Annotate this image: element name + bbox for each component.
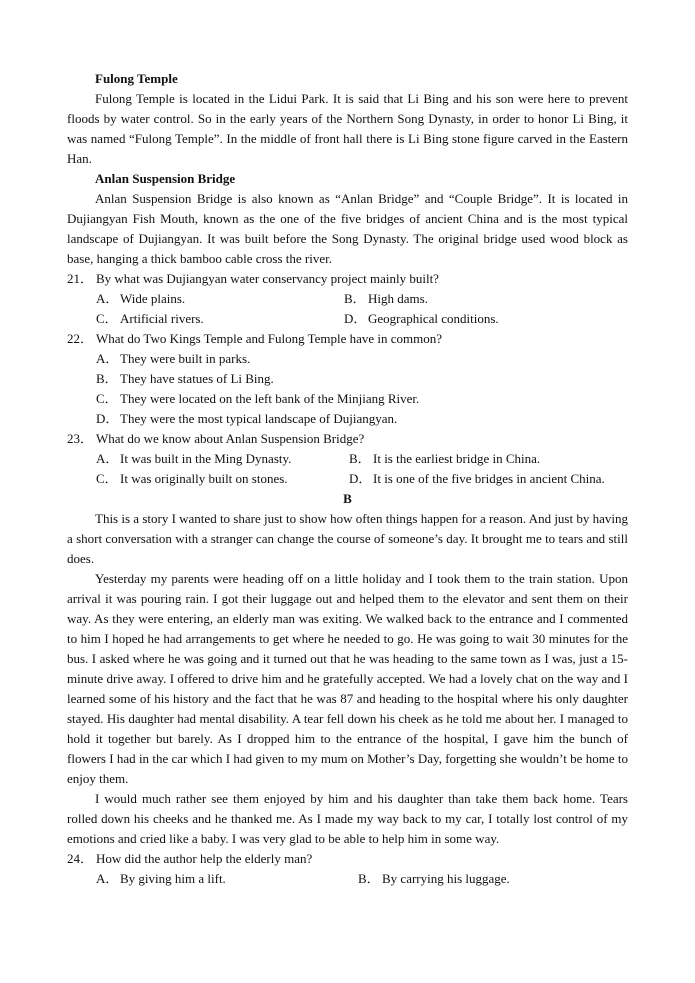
page-content [67,69,628,889]
option-label: D． [344,311,367,326]
option-label: A． [96,291,119,306]
option-row [67,309,628,329]
option-b [358,869,510,889]
option-row [67,469,628,489]
option-text: It is the earliest bridge in China. [373,451,541,466]
option-label: C． [96,471,118,486]
option-c [67,389,628,409]
paragraph-b-3: I would much rather see them enjoyed by him and his daughter than take them back home. Tears rolled down his cheeks and he thanked me. As I made my way back to my car, I totally lost control of my emotions and cried like a baby. I was very glad to be able to help him in some way. [67,791,628,846]
paragraph-b-2: Yesterday my parents were heading off on a little holiday and I took them to the train station. Upon arrival it was pouring rain. I got their luggage out and helped them to the elevator and sent them on their way. As they were entering, an elderly man was exiting. We walked back to the entrance and I commented to him I hoped he had arrangements to get where he needed to go. He was going to wait 30 minutes for the bus. I asked where he was going and it turned out that he was heading to the same town as I was, just a 15-minute drive away. I offered to drive him and he gratefully accepted. We had a lovely chat on the way and I learned some of his history and the fact that he was 87 and heading to the hospital where his only daughter stayed. His daughter had mental disability. A tear fell down his cheek as he told me about her. I managed to hold it together but barely. As I dropped him to the entrance of the hospital, I gave him the bunch of flowers I had in the car which I had given to my mum on Mother’s Day, forgetting she wouldn’t be home to enjoy them. [67,571,628,786]
option-label: A． [96,871,119,886]
option-b [67,369,628,389]
option-text: They were the most typical landscape of Dujiangyan. [120,411,398,426]
option-text: They have statues of Li Bing. [120,371,274,386]
heading-anlan-bridge: Anlan Suspension Bridge [95,171,236,186]
option-d [349,469,605,489]
option-text: It was built in the Ming Dynasty. [120,451,292,466]
question-number: 24． [67,851,94,866]
question-number: 22． [67,331,94,346]
question-number: 23． [67,431,94,446]
option-b [344,289,428,309]
option-a [96,289,185,309]
option-label: B． [358,871,380,886]
option-a [96,449,291,469]
heading-fulong-temple: Fulong Temple [95,71,178,86]
option-text: High dams. [368,291,428,306]
option-d [67,409,628,429]
option-label: D． [96,411,119,426]
option-d [344,309,499,329]
option-text: It is one of the five bridges in ancient China. [373,471,605,486]
option-b [349,449,540,469]
paragraph-b-1: This is a story I wanted to share just to show how often things happen for a reason. And just by having a short conversation with a stranger can change the course of someone’s day. It brought me to tears and still does. [67,511,628,566]
option-text: Wide plains. [120,291,186,306]
question-23 [67,429,628,449]
paragraph-fulong-temple: Fulong Temple is located in the Lidui Park. It is said that Li Bing and his son were here to prevent floods by water control. So in the early years of the Northern Song Dynasty, in order to honor Li Bing, it was named “Fulong Temple”. In the middle of front hall there is Li Bing stone figure carved in the Eastern Han. [67,91,628,166]
option-text: Artificial rivers. [120,311,204,326]
question-text: By what was Dujiangyan water conservancy project mainly built? [96,271,439,286]
option-text: They were built in parks. [120,351,251,366]
option-text: It was originally built on stones. [120,471,288,486]
option-row [67,289,628,309]
question-21 [67,269,628,289]
option-label: C． [96,391,118,406]
option-label: D． [349,471,372,486]
option-c [96,309,204,329]
question-text: How did the author help the elderly man? [96,851,313,866]
option-a [96,869,226,889]
option-text: By giving him a lift. [120,871,226,886]
option-label: C． [96,311,118,326]
option-text: By carrying his luggage. [382,871,510,886]
option-row [67,869,628,889]
option-label: A． [96,351,119,366]
option-label: B． [349,451,371,466]
option-text: Geographical conditions. [368,311,499,326]
option-label: A． [96,451,119,466]
option-label: B． [96,371,118,386]
question-text: What do Two Kings Temple and Fulong Temple have in common? [96,331,443,346]
question-24 [67,849,628,869]
section-b-heading: B [343,491,352,506]
question-number: 21． [67,271,94,286]
question-22 [67,329,628,349]
option-row [67,449,628,469]
option-text: They were located on the left bank of the Minjiang River. [120,391,420,406]
option-c [96,469,288,489]
question-text: What do we know about Anlan Suspension Bridge? [96,431,365,446]
paragraph-anlan-bridge: Anlan Suspension Bridge is also known as “Anlan Bridge” and “Couple Bridge”. It is located in Dujiangyan Fish Mouth, known as the one of the five bridges of ancient China and is the most typical landscape of Dujiangyan. It was built before the Song Dynasty. The original bridge used wood block as base, hanging a thick bamboo cable cross the river. [67,191,628,266]
option-label: B． [344,291,366,306]
option-a [67,349,628,369]
